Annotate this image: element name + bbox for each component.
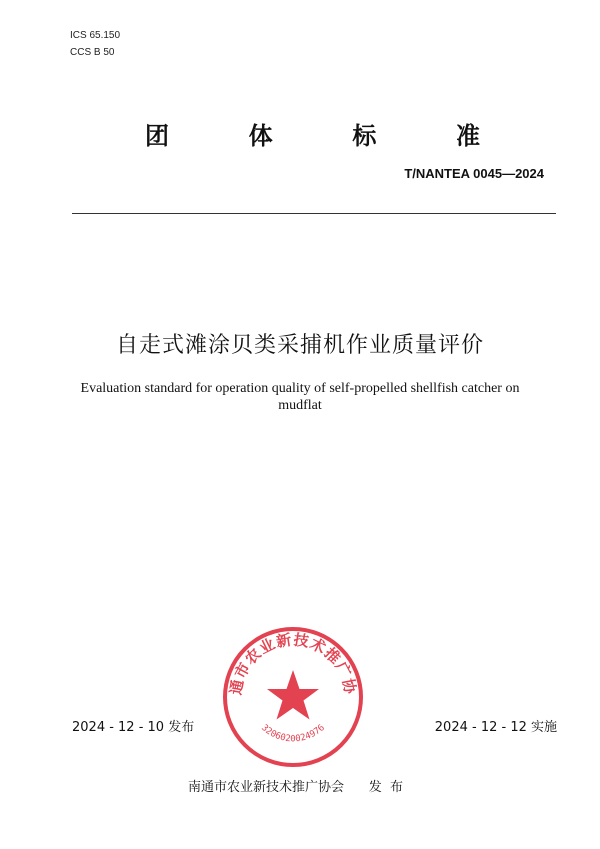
standard-type-char: 团	[145, 122, 169, 150]
official-seal	[218, 622, 368, 772]
ics-code: ICS 65.150	[70, 30, 121, 41]
ccs-code: CCS B 50	[70, 47, 115, 58]
issue-date: 2024 - 12 - 10 发布	[72, 720, 195, 735]
seal-organization: 通市农业新技术推广协	[226, 630, 360, 697]
publisher: 南通市农业新技术推广协会 发 布	[188, 780, 404, 795]
seal-star-icon	[267, 670, 319, 720]
title-english: Evaluation standard for operation quality of self-propelled shellfish catcher on mudflat	[80, 381, 520, 413]
seal-icon	[218, 622, 368, 772]
standard-type-char: 准	[455, 122, 480, 150]
standard-type-heading	[145, 116, 480, 151]
standard-type-char: 体	[248, 122, 273, 150]
seal-code: 3206020024976	[259, 723, 327, 745]
title-chinese: 自走式滩涂贝类采捕机作业质量评价	[115, 333, 484, 358]
standard-number: T/NANTEA 0045—2024	[404, 166, 544, 181]
standard-type-char: 标	[352, 122, 377, 150]
implementation-date: 2024 - 12 - 12 实施	[434, 720, 557, 735]
header-divider	[72, 213, 556, 214]
